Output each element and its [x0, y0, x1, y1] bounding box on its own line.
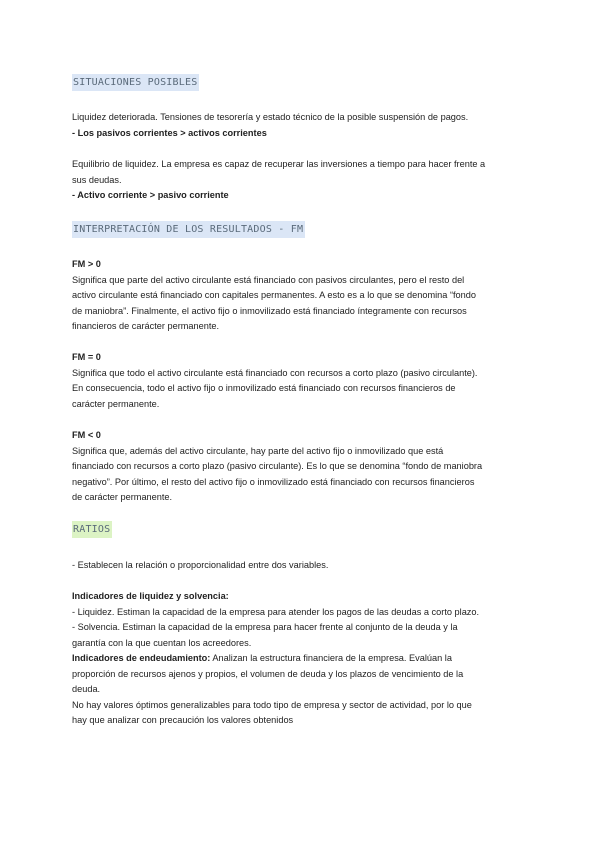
- text-span: Analizan la estructura financiera de la empresa. Evalúan la: [210, 653, 452, 663]
- section-heading-ratios: RATIOS: [72, 521, 112, 538]
- text-line: de maniobra”. Finalmente, el activo fijo o inmovilizado está financiado íntegramente con recursos: [72, 305, 467, 316]
- fm-positive-title: FM > 0: [72, 259, 101, 269]
- text-line: negativo”. Por último, el resto del activo fijo o inmovilizado está financiado con recursos financieros: [72, 476, 475, 487]
- liquidity-solvency-title: Indicadores de liquidez y solvencia:: [72, 591, 229, 601]
- text-line: Significa que todo el activo circulante está financiado con recursos a corto plazo (pasivo circulante).: [72, 367, 478, 378]
- text-line: - Solvencia. Estiman la capacidad de la empresa para hacer frente al conjunto de la deuda y la: [72, 622, 458, 632]
- paragraph-liquidez-deteriorada: [72, 110, 532, 141]
- paragraph-fm-negativo: [72, 428, 532, 506]
- paragraph-equilibrio-liquidez: [72, 157, 532, 204]
- text-line: activo circulante está financiado con capitales permanentes. A esto es a lo que se denomina “fondo: [72, 290, 476, 300]
- text-line: garantía con la que cuentan los acreedores.: [72, 637, 252, 648]
- text-line-bold: - Los pasivos corrientes > activos corrientes: [72, 127, 267, 138]
- text-line: Significa que parte del activo circulante está financiado con pasivos circulantes, pero el resto del: [72, 274, 465, 285]
- fm-negative-title: FM < 0: [72, 430, 101, 440]
- paragraph-ratios-intro: [72, 558, 532, 574]
- paragraph-fm-cero: [72, 350, 532, 412]
- section-ratios: [72, 521, 532, 538]
- text-line: carácter permanente.: [72, 398, 160, 409]
- paragraph-fm-positivo: [72, 257, 532, 335]
- text-line: financieros de carácter permanente.: [72, 321, 220, 331]
- text-line: de carácter permanente.: [72, 492, 173, 502]
- text-line: No hay valores óptimos generalizables para todo tipo de empresa y sector de actividad, por lo que: [72, 699, 472, 710]
- text-line: Significa que, además del activo circulante, hay parte del activo fijo o inmovilizado que está: [72, 445, 444, 456]
- paragraph-indicadores: [72, 589, 532, 729]
- text-line: Liquidez deteriorada. Tensiones de tesorería y estado técnico de la posible suspensión de pagos.: [72, 112, 469, 122]
- fm-zero-title: FM = 0: [72, 352, 101, 362]
- text-line: Equilibrio de liquidez. La empresa es capaz de recuperar las inversiones a tiempo para hacer frente a: [72, 159, 486, 169]
- section-heading-situaciones: SITUACIONES POSIBLES: [72, 74, 199, 91]
- text-line: sus deudas.: [72, 174, 122, 185]
- indebtedness-title: Indicadores de endeudamiento:: [72, 653, 211, 663]
- text-line: - Establecen la relación o proporcionalidad entre dos variables.: [72, 560, 329, 570]
- text-line: deuda.: [72, 684, 101, 694]
- text-line: En consecuencia, todo el activo fijo o inmovilizado está financiado con recursos financieros de: [72, 383, 456, 393]
- section-interpretacion: [72, 221, 532, 238]
- section-situaciones: [72, 74, 532, 91]
- text-line: proporción de recursos ajenos y propios, el volumen de deuda y los plazos de vencimiento de la: [72, 668, 464, 679]
- text-line: financiado con recursos a corto plazo (pasivo circulante). Es lo que se denomina “fondo de maniobra: [72, 461, 483, 471]
- text-line-bold: - Activo corriente > pasivo corriente: [72, 190, 229, 200]
- text-line: hay que analizar con precaución los valores obtenidos: [72, 715, 294, 725]
- text-line: [72, 651, 532, 667]
- text-line: - Liquidez. Estiman la capacidad de la empresa para atender los pagos de las deudas a corto plazo.: [72, 606, 480, 617]
- section-heading-interpretacion: INTERPRETACIÓN DE LOS RESULTADOS - FM: [72, 221, 305, 238]
